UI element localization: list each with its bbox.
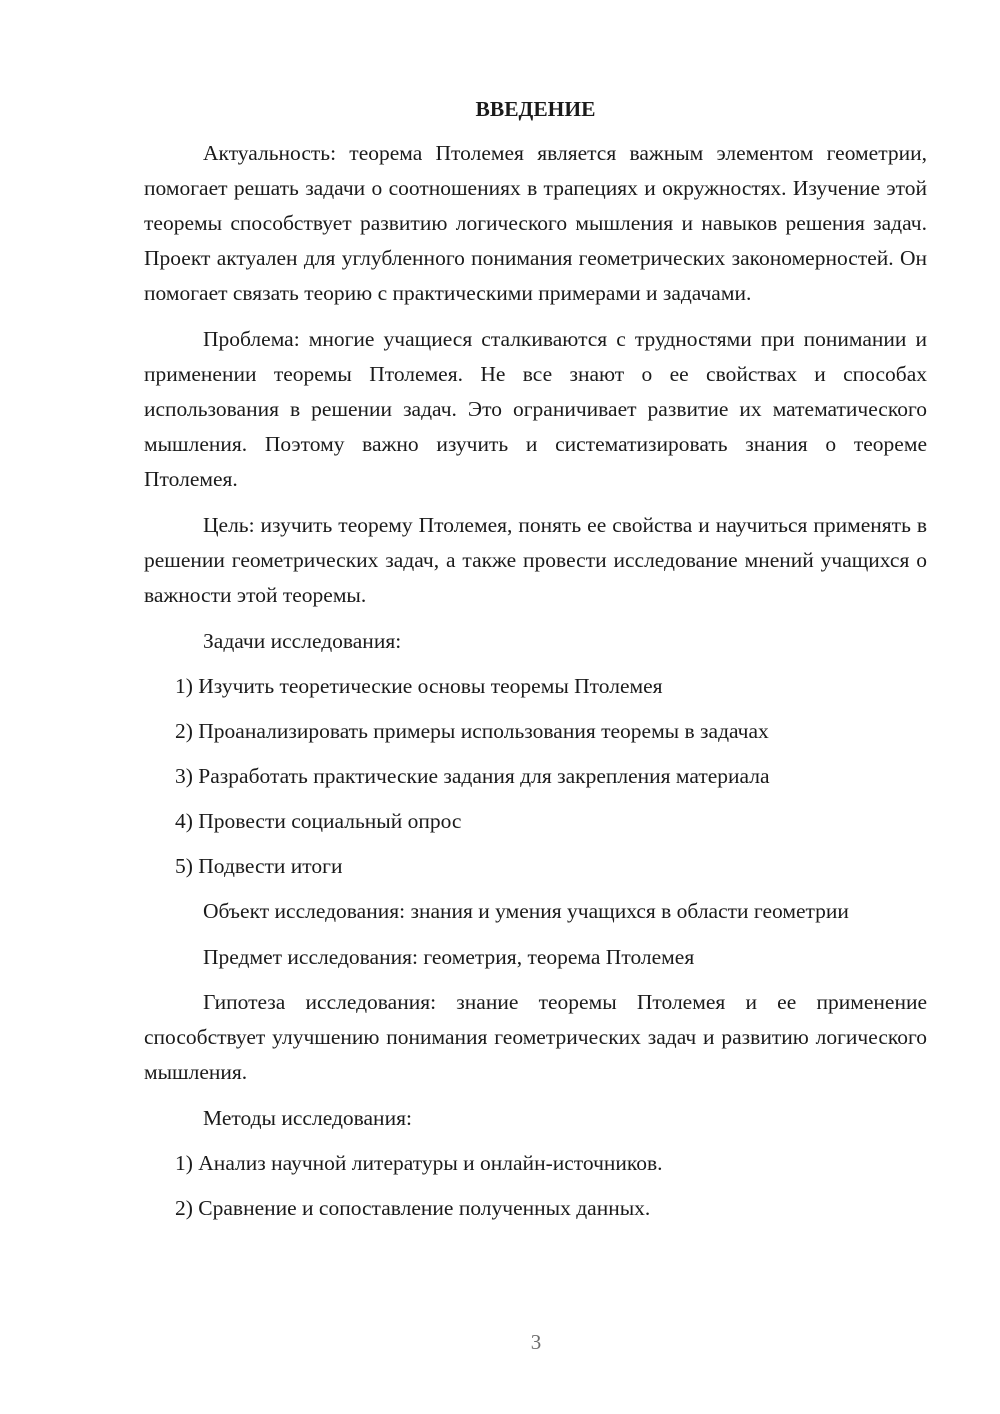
goal-paragraph: Цель: изучить теорему Птолемея, понять ее свойства и научиться применять в решении геометрических задач, а также провести исследование мнений учащихся о важности этой теоремы. [144,513,927,607]
hypothesis-paragraph: Гипотеза исследования: знание теоремы Птолемея и ее применение способствует улучшению понимания геометрических задач и развитию логического мышления. [144,990,927,1084]
tasks-list [144,669,927,884]
object-paragraph: Объект исследования: знания и умения учащихся в области геометрии [203,899,849,923]
methods-heading: Методы исследования: [203,1106,412,1130]
method-item: 2) Сравнение и сопоставление полученных данных. [175,1196,651,1220]
relevance-paragraph: Актуальность: теорема Птолемея является важным элементом геометрии, помогает решать задачи о соотношениях в трапециях и окружностях. Изучение этой теоремы способствует развитию логического мышления и навыков решения задач. Проект актуален для углубленного понимания геометрических закономерностей. Он помогает связать теорию с практическими примерами и задачами. [144,141,927,305]
section-title: ВВЕДЕНИЕ [475,97,596,121]
document-page [144,92,927,1236]
methods-list [144,1146,927,1226]
problem-paragraph: Проблема: многие учащиеся сталкиваются с трудностями при понимании и применении теоремы Птолемея. Не все знают о ее свойствах и способах использования в решении задач. Это ограничивает развитие их математического мышления. Поэтому важно изучить и систематизировать знания о теореме Птолемея. [144,327,927,491]
task-item: 2) Проанализировать примеры использования теоремы в задачах [175,719,769,743]
task-item: 1) Изучить теоретические основы теоремы Птолемея [175,674,663,698]
page-number: 3 [530,1330,542,1354]
method-item: 1) Анализ научной литературы и онлайн-источников. [175,1151,663,1175]
task-item: 5) Подвести итоги [175,854,343,878]
task-item: 3) Разработать практические задания для закрепления материала [175,764,770,788]
tasks-heading: Задачи исследования: [203,629,402,653]
subject-paragraph: Предмет исследования: геометрия, теорема Птолемея [203,945,695,969]
task-item: 4) Провести социальный опрос [175,809,462,833]
